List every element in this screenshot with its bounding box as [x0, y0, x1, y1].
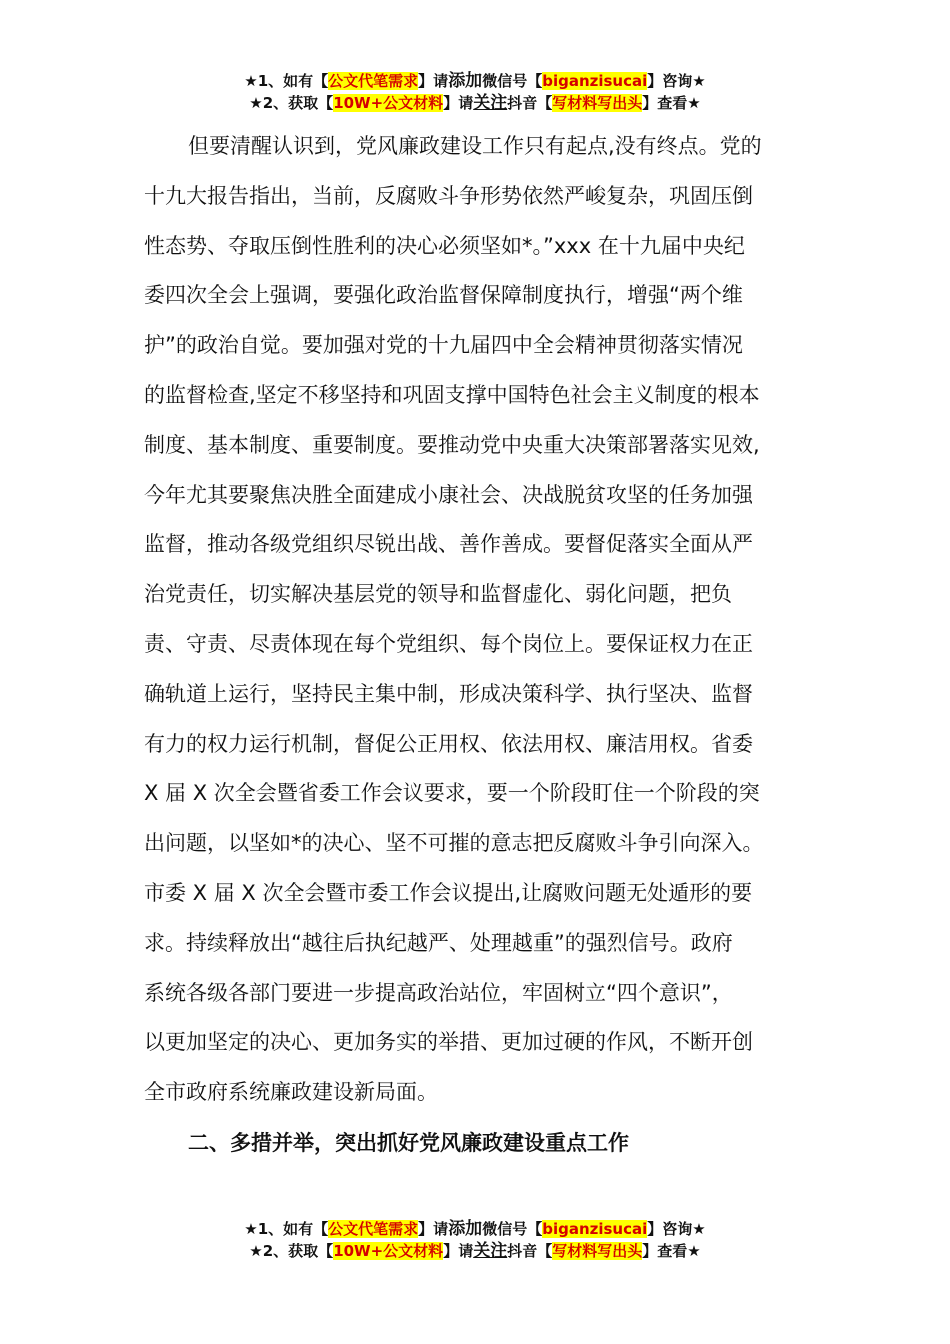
body-line: 委四次全会上强调，要强化政治监督保障制度执行，增强“两个维: [144, 283, 743, 308]
promo-text: 】查看★: [642, 1242, 701, 1260]
promo-wechat-id: biganzisucai: [542, 72, 648, 90]
promo-text: 】查看★: [642, 94, 701, 112]
body-line: 的监督检查,坚定不移坚持和巩固支撑中国特色社会主义制度的根本: [144, 382, 760, 407]
promo-line-2: [0, 1240, 950, 1262]
promo-text: 】请: [418, 1220, 449, 1238]
footer-promo-banner: [0, 1218, 950, 1262]
body-paragraph: [144, 122, 809, 1118]
body-line: 十九大报告指出，当前，反腐败斗争形势依然严峻复杂，巩固压倒: [144, 183, 753, 208]
promo-text: 】请: [418, 72, 449, 90]
body-line: 确轨道上运行，坚持民主集中制，形成决策科学、执行坚决、监督: [144, 681, 753, 706]
promo-wechat-id: biganzisucai: [542, 1220, 648, 1238]
promo-line-1: [0, 1218, 950, 1240]
promo-text: 】咨询★: [647, 72, 706, 90]
body-line: 监督，推动各级党组织尽锐出战、善作善成。要督促落实全面从严: [144, 532, 753, 557]
promo-emphasis: 关注: [473, 93, 508, 113]
body-line: 全市政府系统廉政建设新局面。: [144, 1080, 438, 1105]
promo-text: ★2、获取【: [249, 1242, 334, 1260]
promo-douyin-id: 写材料写出头: [552, 94, 643, 112]
promo-emphasis: 关注: [473, 1241, 508, 1261]
header-promo-banner: [0, 70, 950, 114]
promo-text: ★2、获取【: [249, 94, 334, 112]
promo-emphasis: 添加: [448, 71, 483, 91]
promo-highlight: 10W+公文材料: [333, 1242, 444, 1260]
promo-text: 】请: [443, 94, 474, 112]
promo-highlight: 公文代笔需求: [328, 72, 419, 90]
promo-text: 】咨询★: [647, 1220, 706, 1238]
promo-highlight: 10W+公文材料: [333, 94, 444, 112]
promo-douyin-id: 写材料写出头: [552, 1242, 643, 1260]
promo-text: ★1、如有【: [244, 1220, 329, 1238]
promo-line-2: [0, 92, 950, 114]
promo-text: 抖音【: [507, 1242, 553, 1260]
body-line: 有力的权力运行机制，督促公正用权、依法用权、廉洁用权。省委: [144, 731, 753, 756]
body-line: 求。持续释放出“越往后执纪越严、处理越重”的强烈信号。政府: [144, 930, 733, 955]
promo-emphasis: 添加: [448, 1219, 483, 1239]
promo-text: 抖音【: [507, 94, 553, 112]
body-line: 护”的政治自觉。要加强对党的十九届四中全会精神贯彻落实情况: [144, 333, 743, 358]
body-line: 但要清醒认识到，党风廉政建设工作只有起点,没有终点。党的: [188, 134, 762, 158]
body-line: 出问题，以坚如*的决心、坚不可摧的意志把反腐败斗争引向深入。: [144, 831, 764, 856]
section-heading: 二、多措并举，突出抓好党风廉政建设重点工作: [188, 1131, 629, 1155]
body-line: X 届 X 次全会暨省委工作会议要求，要一个阶段盯住一个阶段的突: [144, 781, 760, 806]
body-line: 责、守责、尽责体现在每个党组织、每个岗位上。要保证权力在正: [144, 631, 753, 656]
body-line: 今年尤其要聚焦决胜全面建成小康社会、决战脱贫攻坚的任务加强: [144, 482, 753, 507]
body-line: 系统各级各部门要进一步提高政治站位，牢固树立“四个意识”，: [144, 980, 733, 1005]
promo-text: 微信号【: [482, 1220, 543, 1238]
promo-line-1: [0, 70, 950, 92]
promo-text: 微信号【: [482, 72, 543, 90]
promo-text: ★1、如有【: [244, 72, 329, 90]
body-line: 治党责任，切实解决基层党的领导和监督虚化、弱化问题，把负: [144, 582, 732, 607]
body-line: 以更加坚定的决心、更加务实的举措、更加过硬的作风，不断开创: [144, 1030, 753, 1055]
body-line: 市委 X 届 X 次全会暨市委工作会议提出,让腐败问题无处遁形的要: [144, 880, 753, 905]
promo-text: 】请: [443, 1242, 474, 1260]
body-line: 性态势、夺取压倒性胜利的决心必须坚如*。”xxx 在十九届中央纪: [144, 233, 745, 258]
body-line: 制度、基本制度、重要制度。要推动党中央重大决策部署落实见效,: [144, 432, 760, 457]
promo-highlight: 公文代笔需求: [328, 1220, 419, 1238]
